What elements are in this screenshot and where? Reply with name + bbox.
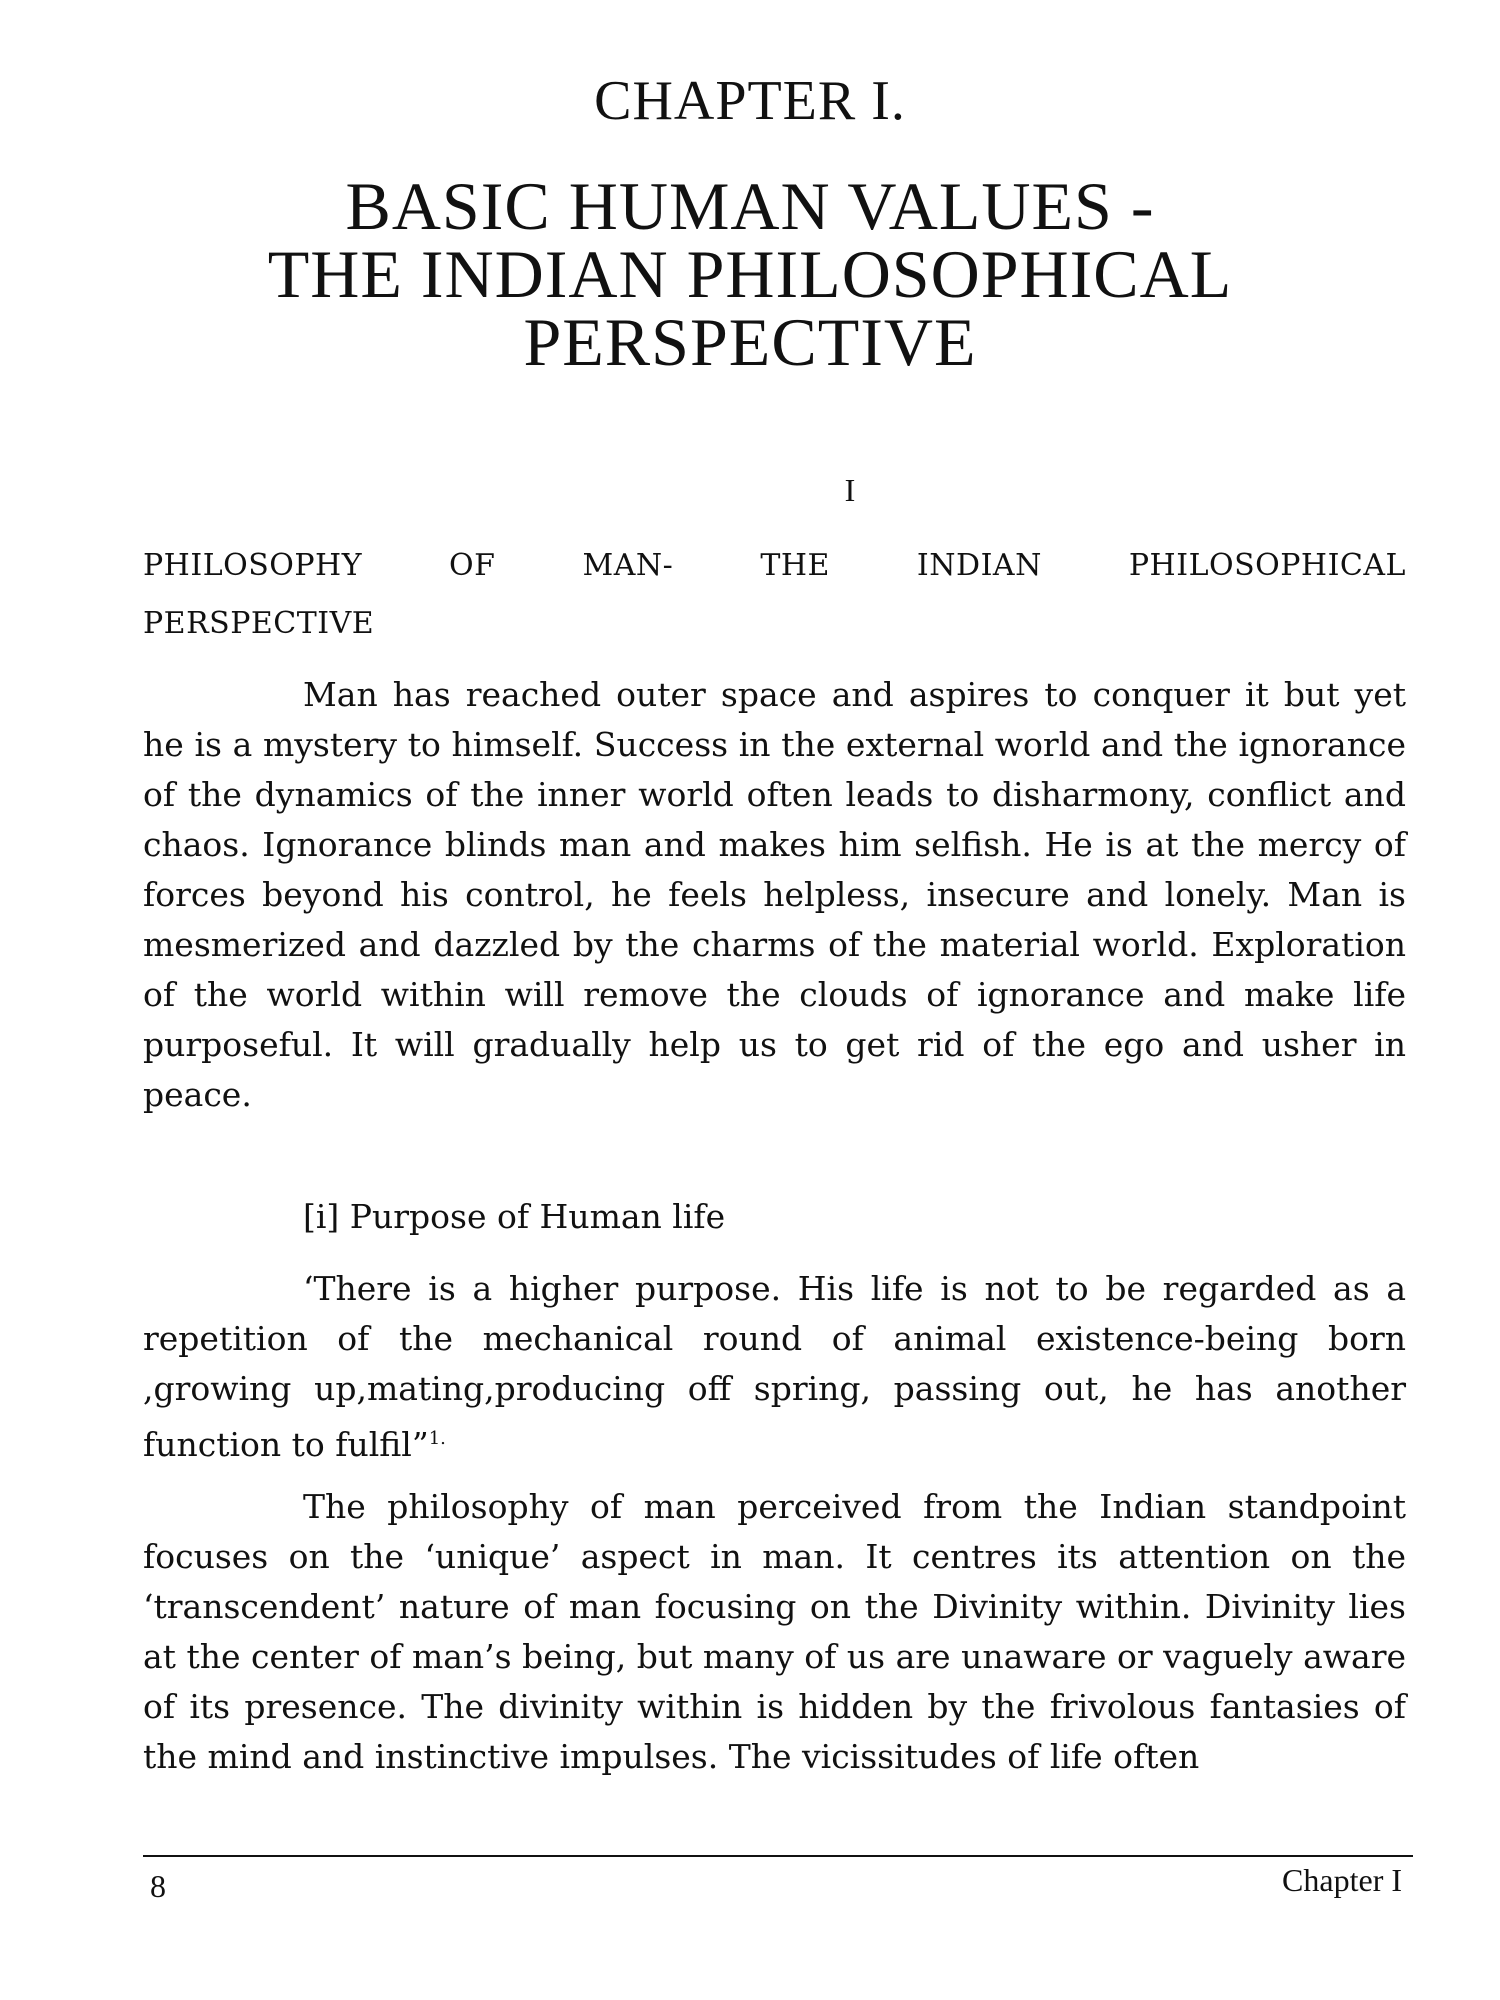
subheading-block [143, 1192, 1406, 1242]
section-heading-word: MAN- [582, 548, 674, 583]
section-heading-line-2: PERSPECTIVE [143, 606, 375, 641]
footnote-marker: 1. [428, 1428, 446, 1449]
page-number: 8 [150, 1868, 166, 1904]
section-heading [143, 538, 1406, 594]
footer-rule [143, 1855, 1413, 1857]
chapter-label: CHAPTER I. [594, 70, 906, 132]
chapter-title [100, 168, 1400, 380]
section-heading-word: PHILOSOPHICAL [1128, 548, 1406, 583]
section-numeral: I [844, 472, 856, 508]
body-paragraph [143, 1482, 1406, 1782]
section-heading-word: INDIAN [916, 548, 1042, 583]
body-paragraph [143, 670, 1406, 1120]
chapter-title-line: PERSPECTIVE [523, 304, 977, 380]
quote-paragraph [143, 1264, 1406, 1470]
subheading: [i] Purpose of Human life [303, 1197, 726, 1236]
chapter-title-line: BASIC HUMAN VALUES - [345, 168, 1155, 244]
chapter-title-line: THE INDIAN PHILOSOPHICAL [267, 236, 1233, 312]
paragraph-text: The philosophy of man perceived from the Indian standpoint focuses on the ‘unique’ aspect in man. It centres its attention on the ‘transcendent’ nature of man focusing on the Divinity within. Divinity lies at the center of man’s being, but many of us are unaware or vaguely aware of its presence. The divinity within is hidden by the frivolous fantasies of the mind and instinctive impulses. The vicissitudes of life often [143, 1487, 1406, 1776]
quote-text-wrapper [143, 1264, 1406, 1470]
paragraph-text: Man has reached outer space and aspires to conquer it but yet he is a mystery to himself. Success in the external world and the ignorance of the dynamics of the inner world often leads to disharmony, conflict and chaos. Ignorance blinds man and makes him selfish. He is at the mercy of forces beyond his control, he feels helpless, insecure and lonely. Man is mesmerized and dazzled by the charms of the material world. Exploration of the world within will remove the clouds of ignorance and make life purposeful. It will gradually help us to get rid of the ego and usher in peace. [143, 675, 1406, 1114]
section-heading-word: OF [449, 548, 496, 583]
running-head: Chapter I [1282, 1862, 1402, 1898]
quote-text: ‘There is a higher purpose. His life is not to be regarded as a repetition of the mechanical round of animal existence-being born ,growing up,mating,producing off spring, passing out, he has another function to fulfil” [143, 1269, 1406, 1464]
section-heading-word: PHILOSOPHY [143, 548, 363, 583]
section-heading-word: THE [760, 548, 830, 583]
